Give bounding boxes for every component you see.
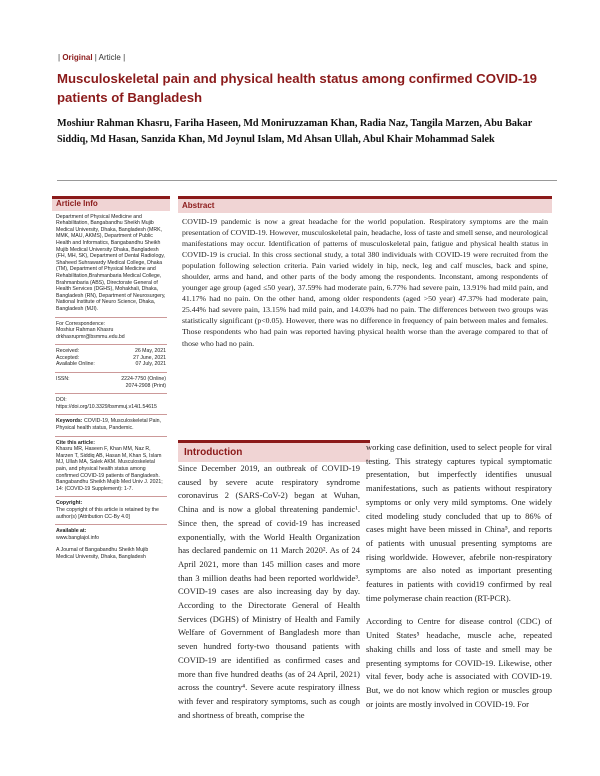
received-date: 26 May, 2021 — [134, 348, 166, 355]
divider — [55, 372, 167, 373]
divider — [55, 496, 167, 497]
journal-section: Original — [62, 53, 93, 62]
divider — [55, 414, 167, 415]
correspondence-text: Moshiur Rahman Khasru drkhasrupmr@bsmmu.edu.bd — [56, 327, 125, 340]
divider — [55, 317, 167, 318]
doi-link[interactable]: DOI: https://doi.org/10.3329/bsmmuj.v14i1.54615 — [56, 397, 157, 410]
keywords-text: COVID-19, Musculoskeletal Pain, Physical health status, Pandemic. — [56, 418, 161, 432]
cite-text: Khasru MR, Haseen F, Khan MM, Naz R, Marzen T, Siddiq AB, Hasan M, Khan S, Islam MJ, Ullah MA, Salek AKM. Musculoskeletal pain, and physical health status among confirmed COVID-19 patients of Bangladesh. Bangabandhu Sheikh Mujib Med Univ J. 2021; 14: (COVID-19 Supplement): 1-7. — [56, 446, 163, 492]
paper-title: Musculoskeletal pain and physical health status among confirmed COVID-19 patients of Bangladesh — [57, 71, 537, 105]
article-type: Article — [98, 53, 121, 62]
online-date: 07 July, 2021 — [135, 361, 166, 368]
accepted-date: 27 June, 2021 — [133, 354, 166, 361]
issn-label: ISSN: — [56, 376, 70, 383]
correspondence-label: For Correspondence: — [56, 320, 106, 327]
introduction-column-1 — [178, 462, 360, 722]
article-info-heading: Article Info — [52, 199, 170, 211]
online-label: Available Online: — [56, 361, 95, 368]
divider — [55, 436, 167, 437]
available-link[interactable]: www.banglajol.info — [56, 534, 99, 541]
affiliation-text: Department of Physical Medicine and Rehabilitation, Bangabandhu Sheikh Mujib Medical University, Dhaka, Bangladesh (MRK, MMK, MAU, AKMS), Department of Public Health and Informatics, Bangabandhu Sheikh Mujib Medical University Dhaka, Bangladesh (FH, MH, SK), Department of Dental Radiology, Shaheed Suhrawardy Medical College, Dhaka (TM), Department of Physical Medicine and Rehabilitation,Brahmanbaria Medical College, Brahmanbaria (ABS), Directorate General of Health Services (DGHS), Mohakhali, Dhaka, Bangladesh (RN), Department of Neurosurgery, National Institute of Neuro Science, Dhaka, Bangladesh (MJI). — [56, 213, 166, 312]
available-label: Available at: — [56, 528, 87, 535]
introduction-heading: Introduction — [178, 440, 370, 462]
issn-online: 2224-7750 (Online) — [121, 376, 166, 383]
copyright-text: The copyright of this article is retained by the author(s) [Attribution CC-By 4.0] — [56, 506, 159, 520]
abstract-heading: Abstract — [178, 199, 552, 213]
cite-label: Cite this article: — [56, 439, 95, 446]
divider — [55, 393, 167, 394]
copyright-label: Copyright: — [56, 500, 83, 507]
received-label: Received: — [56, 348, 80, 355]
divider — [55, 344, 167, 345]
introduction-column-2 — [366, 441, 552, 721]
author-list: Moshiur Rahman Khasru, Fariha Haseen, Md Moniruzzaman Khan, Radia Naz, Tangila Marzen, Abu Bakar Siddiq, Md Hasan, Sanzida Khan, Md Joynul Islam, Md Ahsan Ullah, Abul Khair Mohammad Salek — [57, 118, 533, 145]
journal-note: A Journal of Bangabandhu Sheikh Mujib Medical University, Dhaka, Bangladesh — [56, 547, 149, 560]
intro-paragraph-3: According to Centre for disease control (CDC) of United States⁵ headache, muscle ache, repeated shaking chills and loss of taste and smell may be presenting symptoms for COVID-19. Likewise, other vital fever, body ache is associated with COVID-19. But, we do not know which region or muscles group or joints are mostly involved in COVID-19. For — [366, 616, 552, 709]
keywords-label: Keywords: — [56, 418, 83, 425]
article-info-panel — [52, 196, 170, 775]
article-category: | Original | Article | — [58, 53, 126, 62]
abstract-section — [178, 196, 552, 349]
issn-print: 2074-2908 (Print) — [125, 382, 166, 389]
header-divider — [57, 180, 557, 181]
intro-paragraph-1: Since December 2019, an outbreak of COVID-19 caused by severe acute respiratory syndrome coronavirus 2 (SARS-CoV-2) began at Wuhan, China and is now a global threatening pandemic¹. Since then, the spread of covid-19 has increased exponentially, with the World Health Organization has declared pandemic on 11 March 2020². As of 24 April 2021, more than 145 million cases and more than 3 million deaths had been reported worldwide³. COVID-19 cases are also increasing day by day. According to the Directorate General of Health Services (DGHS) of Ministry of Health and Family Welfare of Government of Bangladesh more than seven hundred forty-two thousand patients with COVID-19 are identified as confirmed cases and more than five hundred deaths (as of 24 April, 2021) across the country⁴. Severe acute respiratory illness with fever and respiratory symptoms, such as cough and shortness of breath, comprise the — [178, 463, 360, 720]
divider — [55, 524, 167, 525]
intro-paragraph-2: working case definition, used to select people for viral testing. This strategy captures typical symptomatic presentation, but imperfectly identifies unusual manifestations, such as patients without respiratory symptoms or only very mild symptoms. One widely cited modeling study concluded that up to 86% of cases might have been missed in China⁵, and reports of patients with unusual presenting symptoms are rising worldwide. However, afebrile non-respiratory symptoms are also noted as important presenting features in patients with covid19 confirmed by real time polymerase chain reaction (RT-PCR). — [366, 442, 552, 603]
accepted-label: Accepted: — [56, 354, 80, 361]
abstract-text: COVID-19 pandemic is now a great headache for the world population. Respiratory symptoms are the main presentation of COVID-19. However, musculoskeletal pain, headache, loss of taste and smell sense, and neurological manifestations may occur. Identification of patterns of musculoskeletal pain, fatigue and physical health status in COVID-19 is crucial. In this cross sectional study, a total 380 individuals with COVID-19 were recruited from the population following selection criteria. Pain varied widely in hip, neck, leg and calf muscles, back and spine, shoulder, arms and hand, and other parts of the body among the respondents. Inconstant, among respondents of younger age group (aged ≤50 year), 37.59% had moderate pain, 6.77% had severe pain, 13.91% had mild pain, and 41.17% had no pain. On the other hand, among older respondents (aged >50 year) 47.37% had moderate pain, 25.44% had severe pain, 13.15% had mild pain, and 14.03% had no pain. The differences between two groups was statistically significant (p<0.05). However, there was no difference in frequency of pain between males and females. Those respondents who had pain was reported having physical health worse than the average compared to that of those who had no pain. — [182, 217, 548, 348]
